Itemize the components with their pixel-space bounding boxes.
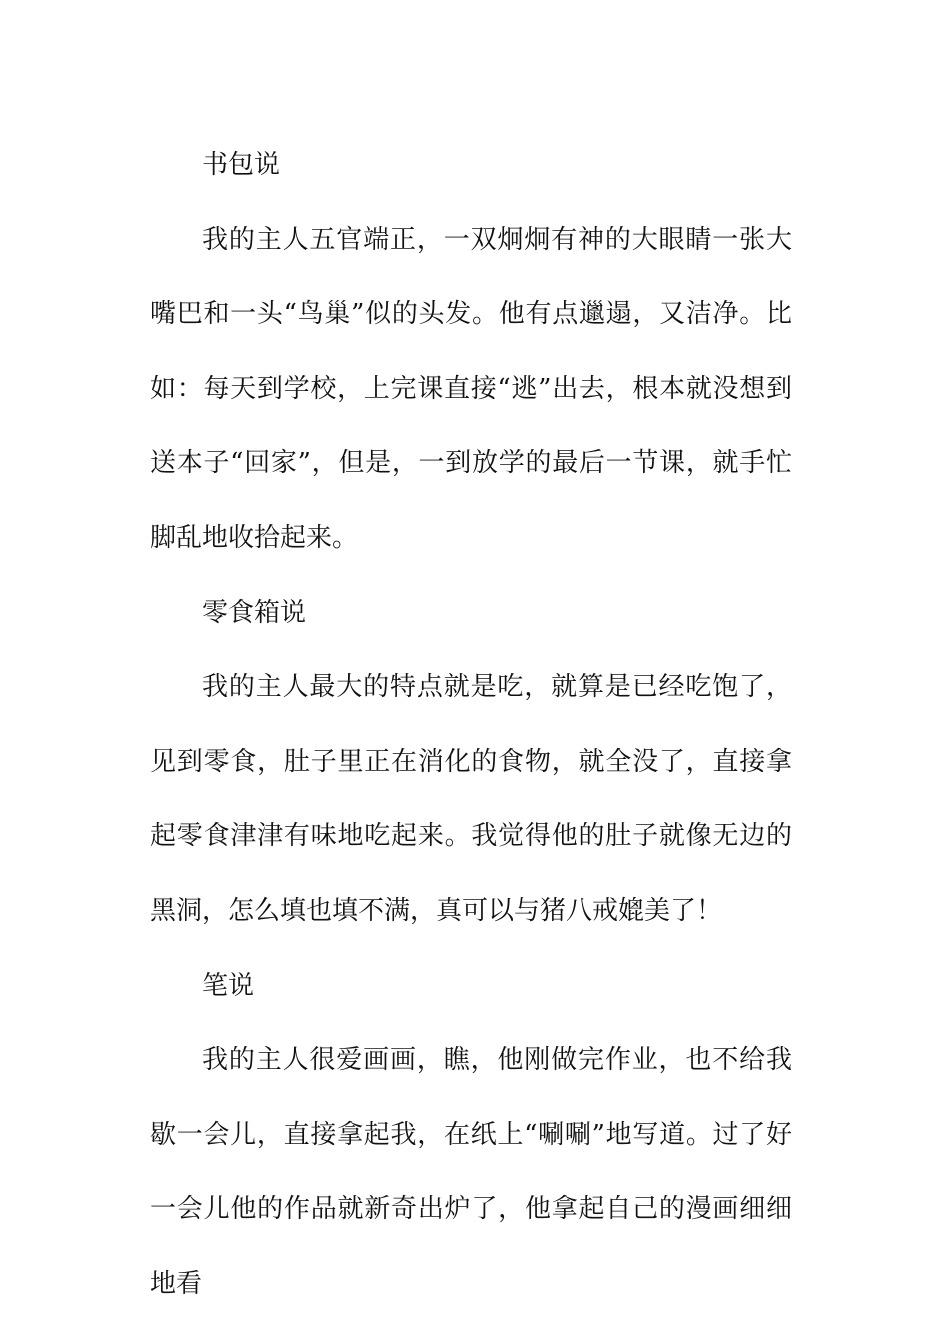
section-heading: 笔说 — [202, 970, 255, 1001]
section-heading: 书包说 — [202, 150, 281, 180]
section-heading: 零食箱说 — [202, 597, 307, 628]
document-body — [150, 128, 792, 1322]
section-paragraph: 我的主人五官端正，一双炯炯有神的大眼睛一张大嘴巴和一头“鸟巢”似的头发。他有点邋遢，又洁净。比如：每天到学校，上完课直接“逃”出去，根本就没想到送本子“回家”，但是，一到放学的最后一节课，就手忙脚乱地收拾起来。 — [150, 224, 792, 553]
section-paragraph: 我的主人最大的特点就是吃，就算是已经吃饱了，见到零食，肚子里正在消化的食物，就全没了，直接拿起零食津津有味地吃起来。我觉得他的肚子就像无边的黑洞，怎么填也填不满，真可以与猪八戒媲美了！ — [150, 672, 792, 926]
section-paragraph: 我的主人很爱画画，瞧，他刚做完作业，也不给我歇一会儿，直接拿起我，在纸上“唰唰”地写道。过了好一会儿他的作品就新奇出炉了，他拿起自己的漫画细细地看 — [150, 1045, 792, 1299]
